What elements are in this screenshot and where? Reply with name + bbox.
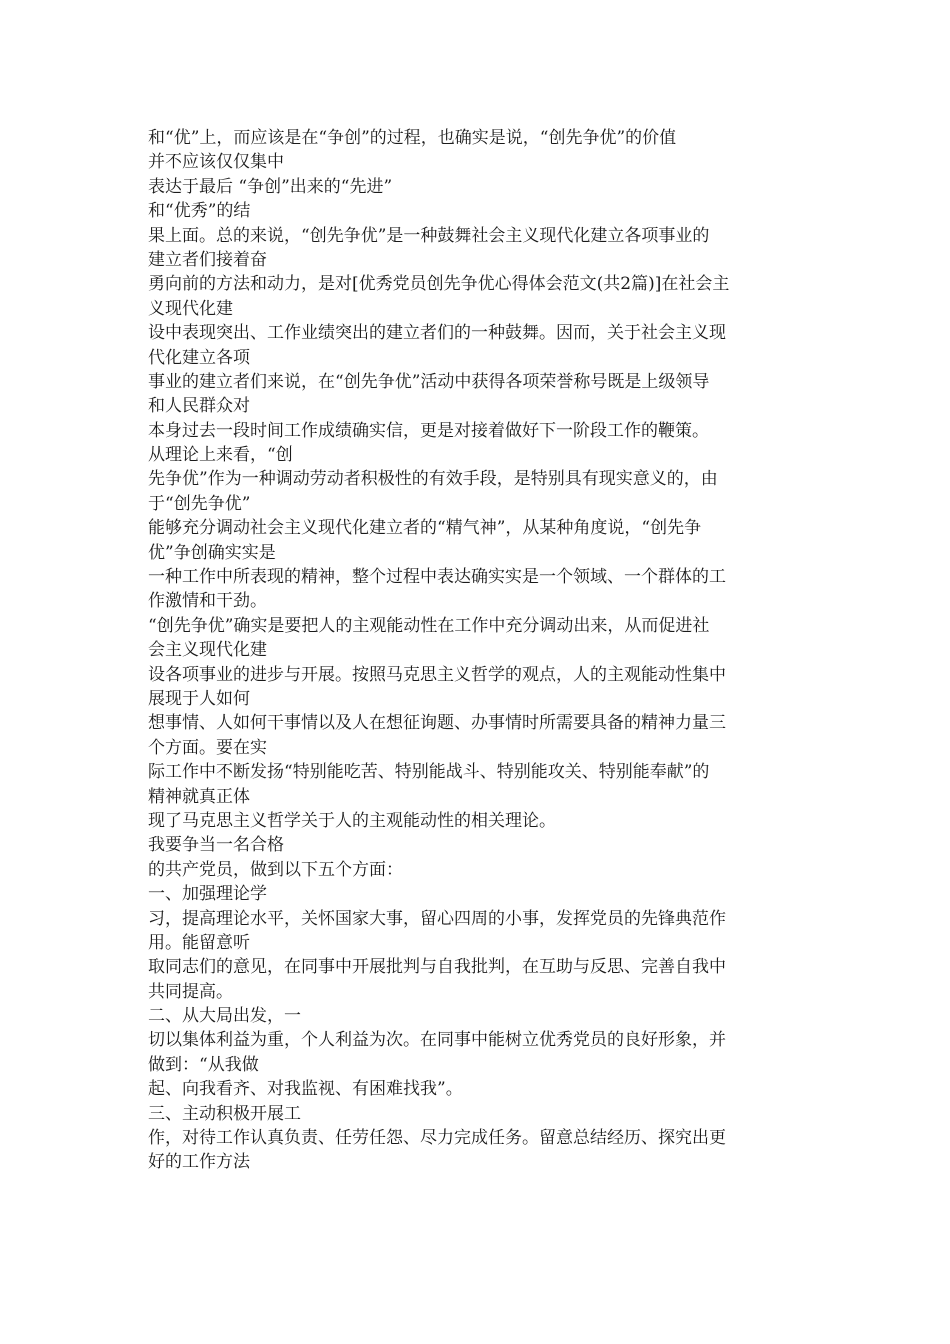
- text-line: 代化建立各项: [148, 347, 250, 368]
- text-line: 勇向前的方法和动力，是对[优秀党员创先争优心得体会范文(共2篇)]在社会主: [148, 274, 730, 295]
- text-line: 义现代化建: [148, 298, 233, 319]
- text-line: 和人民群众对: [148, 396, 250, 417]
- text-line: 于“创先争优”: [148, 493, 251, 514]
- text-line: 并不应该仅仅集中: [148, 152, 284, 173]
- text-line: 设中表现突出、工作业绩突出的建立者们的一种鼓舞。因而，关于社会主义现: [148, 323, 726, 344]
- text-line: 共同提高。: [148, 981, 233, 1002]
- text-line: 优”争创确实实是: [148, 542, 276, 563]
- text-line: 切以集体利益为重，个人利益为次。在同事中能树立优秀党员的良好形象，并: [148, 1030, 726, 1051]
- text-line: 习，提高理论水平，关怀国家大事，留心四周的小事，发挥党员的先锋典范作: [148, 908, 726, 929]
- text-line: “创先争优”确实是要把人的主观能动性在工作中充分调动出来，从而促进社: [148, 615, 710, 636]
- text-line: 际工作中不断发扬“特别能吃苦、特别能战斗、特别能攻关、特别能奉献”的: [148, 762, 710, 783]
- text-line: 设各项事业的进步与开展。按照马克思主义哲学的观点，人的主观能动性集中: [148, 664, 726, 685]
- text-line: 作，对待工作认真负责、任劳任怨、尽力完成任务。留意总结经历、探究出更: [148, 1128, 726, 1149]
- text-line: 事业的建立者们来说，在“创先争优”活动中获得各项荣誉称号既是上级领导: [148, 371, 710, 392]
- text-line: 和“优”上，而应该是在“争创”的过程，也确实是说，“创先争优”的价值: [148, 128, 677, 148]
- text-line: 二、从大局出发，一: [148, 1006, 301, 1027]
- text-line: 用。能留意听: [148, 932, 250, 953]
- text-line: 能够充分调动社会主义现代化建立者的“精气神”，从某种角度说，“创先争: [148, 518, 702, 539]
- document-body: [148, 126, 808, 1175]
- text-line: 做到：“从我做: [148, 1054, 259, 1075]
- text-line: 三、主动积极开展工: [148, 1103, 301, 1124]
- text-line: 好的工作方法: [148, 1152, 250, 1173]
- text-line: 作激情和干劲。: [148, 591, 267, 612]
- text-line: 起、向我看齐、对我监视、有困难找我”。: [148, 1079, 463, 1100]
- text-line: 一种工作中所表现的精神，整个过程中表达确实实是一个领域、一个群体的工: [148, 567, 726, 588]
- text-line: 展现于人如何: [148, 688, 250, 709]
- text-line: 本身过去一段时间工作成绩确实信，更是对接着做好下一阶段工作的鞭策。: [148, 420, 709, 441]
- text-line: 现了马克思主义哲学关于人的主观能动性的相关理论。: [148, 810, 556, 831]
- text-line: 先争优”作为一种调动劳动者积极性的有效手段，是特别具有现实意义的，由: [148, 469, 718, 490]
- text-line: 和“优秀”的结: [148, 201, 251, 222]
- text-line: 精神就真正体: [148, 786, 250, 807]
- text-line: 一、加强理论学: [148, 884, 267, 905]
- text-line: 建立者们接着奋: [148, 249, 267, 270]
- text-line: 取同志们的意见，在同事中开展批判与自我批判，在互助与反思、完善自我中: [148, 957, 726, 978]
- text-line: 的共产党员，做到以下五个方面：: [148, 859, 403, 880]
- text-line: 个方面。要在实: [148, 737, 267, 758]
- text-line: 我要争当一名合格: [148, 835, 284, 856]
- text-line: 从理论上来看，“创: [148, 445, 293, 466]
- text-line: 会主义现代化建: [148, 640, 267, 661]
- text-line: 想事情、人如何干事情以及人在想征询题、办事情时所需要具备的精神力量三: [148, 713, 726, 734]
- text-line: 表达于最后 “争创”出来的“先进”: [148, 176, 393, 197]
- text-line: 果上面。总的来说，“创先争优”是一种鼓舞社会主义现代化建立各项事业的: [148, 225, 710, 246]
